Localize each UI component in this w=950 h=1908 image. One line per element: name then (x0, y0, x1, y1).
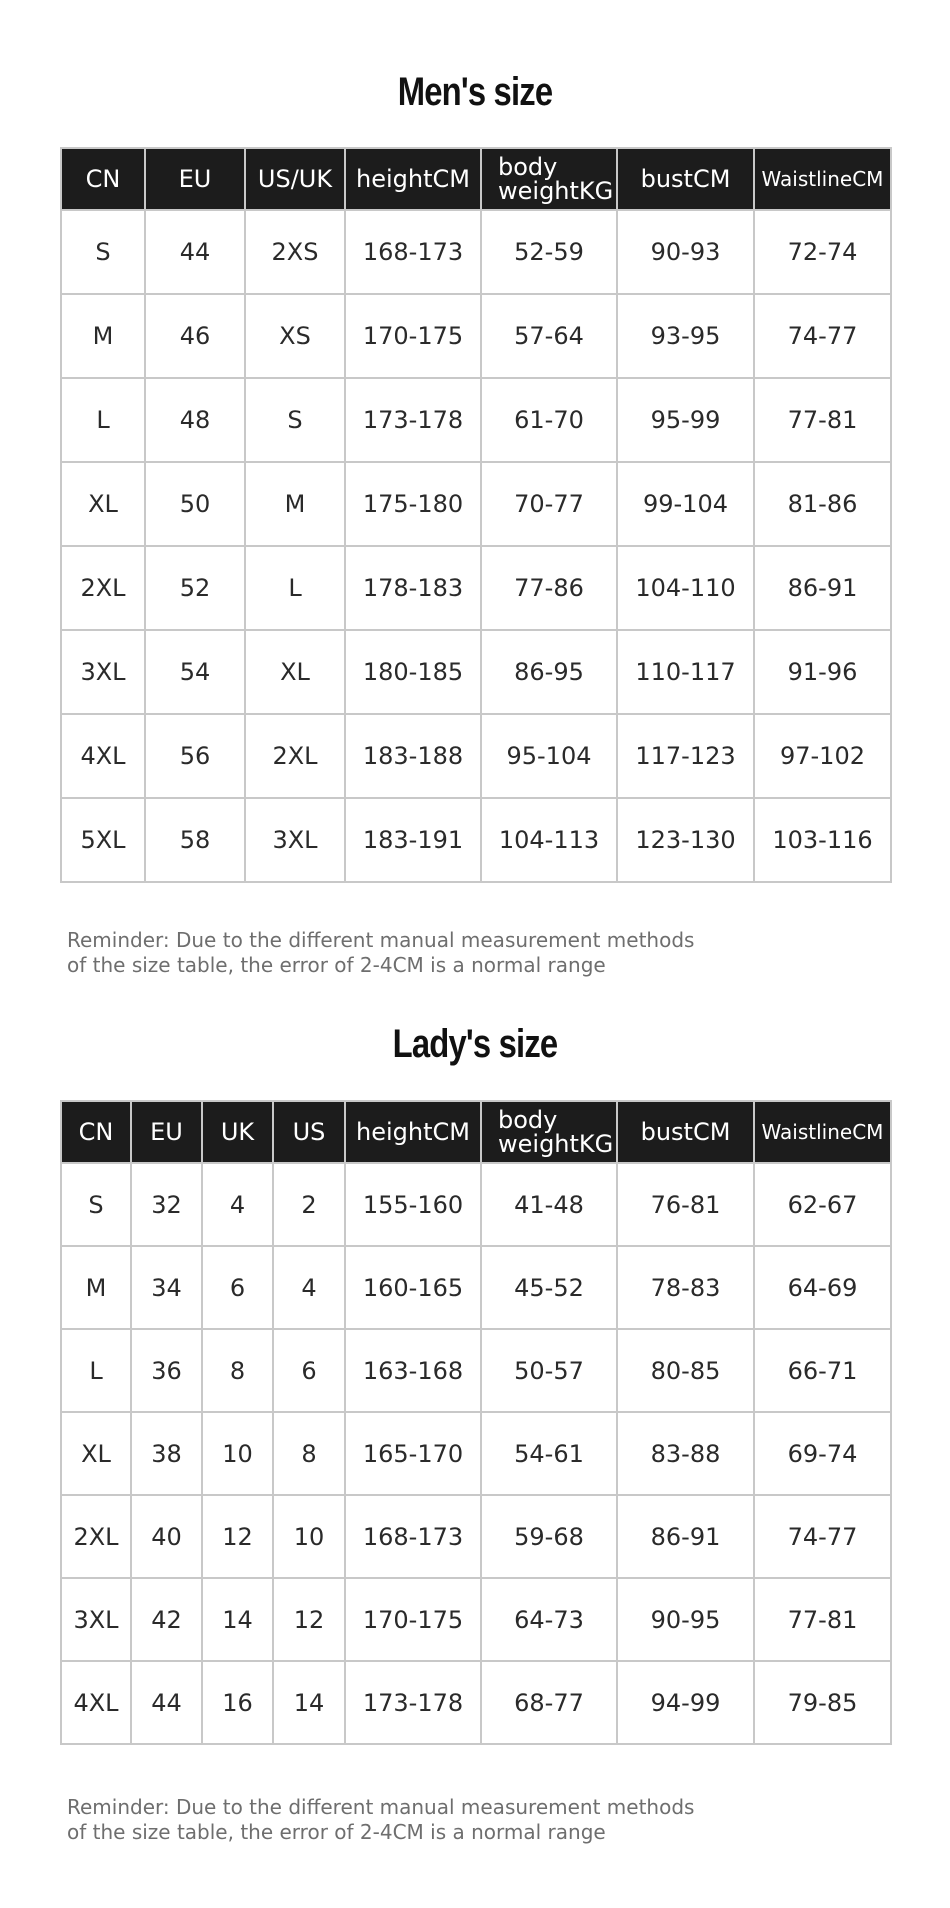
header-body-weight: body weightKG (481, 148, 617, 210)
table-row (61, 294, 891, 378)
ladys-reminder-note (67, 1795, 767, 1845)
table-cell: 52 (145, 546, 245, 630)
table-cell: 117-123 (617, 714, 754, 798)
table-cell: 80-85 (617, 1329, 754, 1412)
table-row (61, 798, 891, 882)
table-cell: 42 (131, 1578, 202, 1661)
table-cell: 168-173 (345, 1495, 481, 1578)
table-cell: 178-183 (345, 546, 481, 630)
table-cell: 104-110 (617, 546, 754, 630)
table-row (61, 1412, 891, 1495)
table-cell: 83-88 (617, 1412, 754, 1495)
table-cell: 41-48 (481, 1163, 617, 1246)
table-cell: 46 (145, 294, 245, 378)
header-waistline: WaistlineCM (754, 148, 891, 210)
table-cell: XS (245, 294, 345, 378)
table-cell: 12 (273, 1578, 345, 1661)
table-row (61, 714, 891, 798)
table-cell: 78-83 (617, 1246, 754, 1329)
table-cell: 123-130 (617, 798, 754, 882)
table-cell: 110-117 (617, 630, 754, 714)
table-cell: 74-77 (754, 1495, 891, 1578)
header-height: heightCM (345, 148, 481, 210)
table-cell: 4XL (61, 1661, 131, 1744)
reminder-line: of the size table, the error of 2-4CM is a normal range (67, 953, 606, 977)
table-row (61, 546, 891, 630)
table-cell: 57-64 (481, 294, 617, 378)
header-body-weight: body weightKG (481, 1101, 617, 1163)
table-row (61, 1246, 891, 1329)
table-cell: XL (245, 630, 345, 714)
table-cell: 44 (131, 1661, 202, 1744)
table-cell: 104-113 (481, 798, 617, 882)
table-row (61, 1578, 891, 1661)
table-row (61, 378, 891, 462)
table-cell: 52-59 (481, 210, 617, 294)
table-cell: 64-69 (754, 1246, 891, 1329)
table-cell: 69-74 (754, 1412, 891, 1495)
table-cell: 93-95 (617, 294, 754, 378)
table-cell: 6 (273, 1329, 345, 1412)
table-cell: 14 (273, 1661, 345, 1744)
table-cell: 50-57 (481, 1329, 617, 1412)
table-cell: 3XL (61, 630, 145, 714)
table-cell: 64-73 (481, 1578, 617, 1661)
table-cell: XL (61, 462, 145, 546)
table-cell: 180-185 (345, 630, 481, 714)
mens-size-title: Men's size (397, 70, 553, 114)
table-cell: 2XL (245, 714, 345, 798)
header-cn: CN (61, 1101, 131, 1163)
table-cell: S (61, 1163, 131, 1246)
table-cell: 16 (202, 1661, 273, 1744)
table-row (61, 630, 891, 714)
table-cell: 170-175 (345, 294, 481, 378)
table-cell: 99-104 (617, 462, 754, 546)
header-bust: bustCM (617, 148, 754, 210)
table-cell: 2XS (245, 210, 345, 294)
table-cell: 34 (131, 1246, 202, 1329)
table-cell: 77-81 (754, 378, 891, 462)
header-us: US (273, 1101, 345, 1163)
table-cell: 2 (273, 1163, 345, 1246)
ladys-size-title: Lady's size (392, 1022, 558, 1066)
table-row (61, 210, 891, 294)
table-cell: 86-95 (481, 630, 617, 714)
table-cell: 70-77 (481, 462, 617, 546)
reminder-line: of the size table, the error of 2-4CM is a normal range (67, 1820, 606, 1844)
table-cell: 54 (145, 630, 245, 714)
table-row (61, 462, 891, 546)
table-cell: 163-168 (345, 1329, 481, 1412)
table-cell: 2XL (61, 1495, 131, 1578)
mens-reminder-note (67, 928, 767, 978)
table-cell: M (61, 1246, 131, 1329)
table-cell: 86-91 (617, 1495, 754, 1578)
table-cell: 50 (145, 462, 245, 546)
table-cell: 173-178 (345, 378, 481, 462)
table-cell: 90-93 (617, 210, 754, 294)
table-cell: 81-86 (754, 462, 891, 546)
table-cell: 36 (131, 1329, 202, 1412)
table-cell: 95-104 (481, 714, 617, 798)
table-cell: M (61, 294, 145, 378)
table-cell: S (61, 210, 145, 294)
table-cell: 68-77 (481, 1661, 617, 1744)
table-cell: 2XL (61, 546, 145, 630)
table-cell: L (61, 1329, 131, 1412)
table-cell: 40 (131, 1495, 202, 1578)
table-row (61, 1661, 891, 1744)
table-cell: 168-173 (345, 210, 481, 294)
table-cell: 183-191 (345, 798, 481, 882)
table-cell: 77-81 (754, 1578, 891, 1661)
table-cell: 74-77 (754, 294, 891, 378)
table-cell: 38 (131, 1412, 202, 1495)
table-cell: 175-180 (345, 462, 481, 546)
table-cell: 90-95 (617, 1578, 754, 1661)
table-row (61, 1329, 891, 1412)
ladys-table-body (61, 1163, 891, 1744)
table-cell: 61-70 (481, 378, 617, 462)
table-cell: 8 (273, 1412, 345, 1495)
table-cell: 32 (131, 1163, 202, 1246)
table-cell: L (245, 546, 345, 630)
table-cell: 77-86 (481, 546, 617, 630)
table-row (61, 1495, 891, 1578)
table-cell: 91-96 (754, 630, 891, 714)
table-cell: 10 (273, 1495, 345, 1578)
table-cell: 76-81 (617, 1163, 754, 1246)
table-cell: 44 (145, 210, 245, 294)
mens-table-body (61, 210, 891, 882)
table-cell: 45-52 (481, 1246, 617, 1329)
table-cell: 14 (202, 1578, 273, 1661)
table-cell: 5XL (61, 798, 145, 882)
reminder-line: Reminder: Due to the different manual measurement methods (67, 928, 695, 952)
table-cell: 8 (202, 1329, 273, 1412)
table-cell: 170-175 (345, 1578, 481, 1661)
table-cell: 3XL (245, 798, 345, 882)
table-cell: 79-85 (754, 1661, 891, 1744)
reminder-line: Reminder: Due to the different manual measurement methods (67, 1795, 695, 1819)
table-cell: 183-188 (345, 714, 481, 798)
table-cell: 58 (145, 798, 245, 882)
table-cell: 165-170 (345, 1412, 481, 1495)
table-cell: 173-178 (345, 1661, 481, 1744)
table-cell: XL (61, 1412, 131, 1495)
table-header-row (61, 148, 891, 210)
table-cell: 6 (202, 1246, 273, 1329)
table-cell: M (245, 462, 345, 546)
table-cell: 160-165 (345, 1246, 481, 1329)
table-cell: 155-160 (345, 1163, 481, 1246)
table-cell: 12 (202, 1495, 273, 1578)
table-cell: 54-61 (481, 1412, 617, 1495)
table-cell: 59-68 (481, 1495, 617, 1578)
header-eu: EU (145, 148, 245, 210)
table-cell: 72-74 (754, 210, 891, 294)
table-cell: 56 (145, 714, 245, 798)
table-cell: 4XL (61, 714, 145, 798)
table-cell: 66-71 (754, 1329, 891, 1412)
header-height: heightCM (345, 1101, 481, 1163)
table-cell: 103-116 (754, 798, 891, 882)
table-cell: 95-99 (617, 378, 754, 462)
header-us-uk: US/UK (245, 148, 345, 210)
table-cell: L (61, 378, 145, 462)
table-cell: 4 (273, 1246, 345, 1329)
table-cell: 97-102 (754, 714, 891, 798)
ladys-size-table (60, 1100, 892, 1745)
header-uk: UK (202, 1101, 273, 1163)
table-cell: S (245, 378, 345, 462)
header-bust: bustCM (617, 1101, 754, 1163)
table-cell: 86-91 (754, 546, 891, 630)
table-header-row (61, 1101, 891, 1163)
header-waistline: WaistlineCM (754, 1101, 891, 1163)
table-cell: 48 (145, 378, 245, 462)
header-eu: EU (131, 1101, 202, 1163)
table-cell: 4 (202, 1163, 273, 1246)
table-cell: 62-67 (754, 1163, 891, 1246)
table-cell: 10 (202, 1412, 273, 1495)
table-cell: 3XL (61, 1578, 131, 1661)
table-row (61, 1163, 891, 1246)
table-cell: 94-99 (617, 1661, 754, 1744)
mens-size-table (60, 147, 892, 883)
header-cn: CN (61, 148, 145, 210)
